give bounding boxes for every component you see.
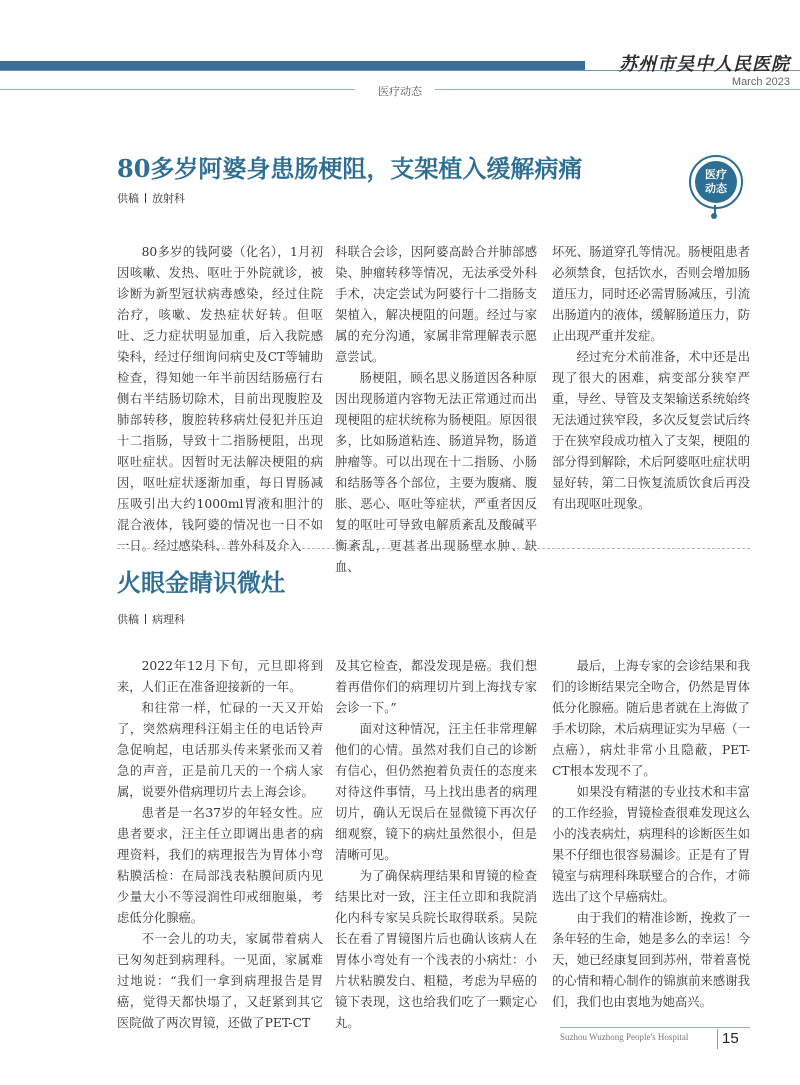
paragraph: 患者是一名37岁的年轻女性。应患者要求，汪主任立即调出患者的病理资料，我们的病理报告为胃体小弯粘膜活检：在局部浅表粘膜间质内见少量大小不等浸润性印戒细胞巢，考虑低分化腺癌。	[117, 806, 323, 925]
paragraph: 肠梗阻，顾名思义肠道因各种原因出现肠道内容物无法正常通过而出现梗阻的症状统称为肠梗阻。原因很多，比如肠道粘连、肠道异物，肠道肿瘤等。可以出现在十二指肠、小肠和结肠等各个部位，主要为腹痛、腹胀、恶心、呕吐等症状，严重者因反复的呕吐可导致电解质紊乱及酸碱平衡紊乱，更甚者出现肠壁水肿、缺血、	[335, 371, 537, 574]
byline-separator	[145, 193, 146, 203]
section-badge	[689, 155, 743, 209]
paragraph: 80多岁的钱阿婆（化名），1月初因咳嗽、发热、呕吐于外院就诊，被诊断为新型冠状病毒感染，经过住院治疗，咳嗽、发热症状好转。但呕吐、乏力症状明显加重，后入我院感染科，经过仔细询问病史及CT等辅助检查，得知她一年半前因结肠癌行右侧右半结肠切除术，目前出现腹腔及肺部转移，腹腔转移病灶侵犯并压迫十二指肠，导致十二指肠梗阻，出现呕吐症状。因暂时无法解决梗阻的病因，呕吐症状逐渐加重，每日胃肠减压吸引出大约1000ml胃液和胆汁的混合液体，钱阿婆的情况也一日不如一日。经过感染科、普外科及介入	[117, 245, 323, 553]
paragraph: 及其它检查，都没发现是癌。我们想着再借你们的病理切片到上海找专家会诊一下。”	[335, 659, 537, 715]
issue-date: March 2023	[731, 76, 790, 88]
article1-byline	[117, 190, 185, 206]
article2-column-2	[335, 656, 537, 1034]
section-rule-right	[435, 89, 800, 90]
article1-title: 80多岁阿婆身患肠梗阻，支架植入缓解病痛	[117, 154, 583, 183]
article1-column-3	[552, 242, 750, 515]
byline-dept: 病理科	[152, 613, 185, 626]
section-label: 医疗动态	[378, 85, 422, 98]
section-rule-left	[0, 89, 355, 90]
hospital-logo-text: 苏州市吴中人民医院	[619, 54, 790, 75]
byline-separator	[145, 614, 146, 624]
footer-rule	[560, 1027, 750, 1028]
badge-inner	[695, 161, 737, 203]
article2-byline	[117, 611, 185, 627]
paragraph: 由于我们的精准诊断，挽救了一条年轻的生命，她是多么的幸运！今天，她已经康复回到苏州，带着喜悦的心情和精心制作的锦旗前来感谢我们，我们也由衷地为她高兴。	[552, 911, 750, 1009]
paragraph: 最后，上海专家的会诊结果和我们的诊断结果完全吻合，仍然是胃体低分化腺癌。随后患者就在上海做了手术切除，术后病理证实为早癌（一点癌），病灶非常小且隐蔽，PET-CT根本发现不了。	[552, 659, 750, 778]
article-divider	[117, 548, 750, 549]
paragraph: 面对这种情况，汪主任非常理解他们的心情。虽然对我们自己的诊断有信心，但仍然抱着负责任的态度来对待这件事情，马上找出患者的病理切片，确认无误后在显微镜下再次仔细观察，镜下的病灶虽然很小，但是清晰可见。	[335, 722, 537, 862]
article1-column-2	[335, 242, 537, 578]
header-color-bar	[0, 61, 585, 70]
footer-hospital-name: Suzhou Wuzhong People's Hospital	[560, 1032, 689, 1042]
article2-column-1	[117, 656, 323, 1034]
badge-line1: 医疗	[705, 168, 727, 181]
paragraph: 2022年12月下旬，元旦即将到来，人们正在准备迎接新的一年。	[117, 659, 323, 694]
byline-label: 供稿	[117, 192, 139, 205]
paragraph: 科联合会诊，因阿婆高龄合并肺部感染、肿瘤转移等情况，无法承受外科手术，决定尝试为阿婆行十二指肠支架植入，解决梗阻的问题。经过与家属的充分沟通，家属非常理解表示愿意尝试。	[335, 245, 537, 364]
page-number: 15	[722, 1030, 739, 1047]
paragraph: 坏死、肠道穿孔等情况。肠梗阻患者必须禁食，包括饮水，否则会增加肠道压力，同时还必需胃肠减压，引流出肠道内的液体，缓解肠道压力，防止出现严重并发症。	[552, 245, 750, 343]
paragraph: 经过充分术前准备，术中还是出现了很大的困难，病变部分狭窄严重，导丝、导管及支架输送系统始终无法通过狭窄段，多次反复尝试后终于在狭窄段成功植入了支架，梗阻的部分得到解除，术后阿婆呕吐症状明显好转，第二日恢复流质饮食后再没有出现呕吐现象。	[552, 350, 750, 511]
byline-label: 供稿	[117, 613, 139, 626]
article2-column-3	[552, 656, 750, 1013]
badge-line2: 动态	[705, 182, 727, 195]
paragraph: 不一会儿的功夫，家属带着病人已匆匆赶到病理科。一见面，家属难过地说：“我们一拿到病理报告是胃癌，觉得天都快塌了，又赶紧到其它医院做了两次胃镜，还做了PET-CT	[117, 932, 323, 1030]
paragraph: 和往常一样，忙碌的一天又开始了，突然病理科汪娟主任的电话铃声急促响起，电话那头传来紧张而又着急的声音，正是前几天的一个病人家属，说要外借病理切片去上海会诊。	[117, 701, 323, 799]
paragraph: 为了确保病理结果和胃镜的检查结果比对一致，汪主任立即和我院消化内科专家吴兵院长取得联系。吴院长在看了胃镜图片后也确认该病人在胃体小弯处有一个浅表的小病灶：小片状粘膜发白、粗糙，考虑为早癌的镜下表现，这也给我们吃了一颗定心丸。	[335, 869, 537, 1030]
article1-column-1	[117, 242, 323, 557]
paragraph: 如果没有精湛的专业技术和丰富的工作经验，胃镜检查很难发现这么小的浅表病灶，病理科的诊断医生如果不仔细也很容易漏诊。正是有了胃镜室与病理科珠联璧合的合作，才筛选出了这个早癌病灶。	[552, 785, 750, 904]
byline-dept: 放射科	[152, 192, 185, 205]
article2-title: 火眼金睛识微灶	[117, 568, 285, 597]
badge-dot-icon	[711, 213, 717, 219]
footer-separator	[717, 1029, 718, 1049]
